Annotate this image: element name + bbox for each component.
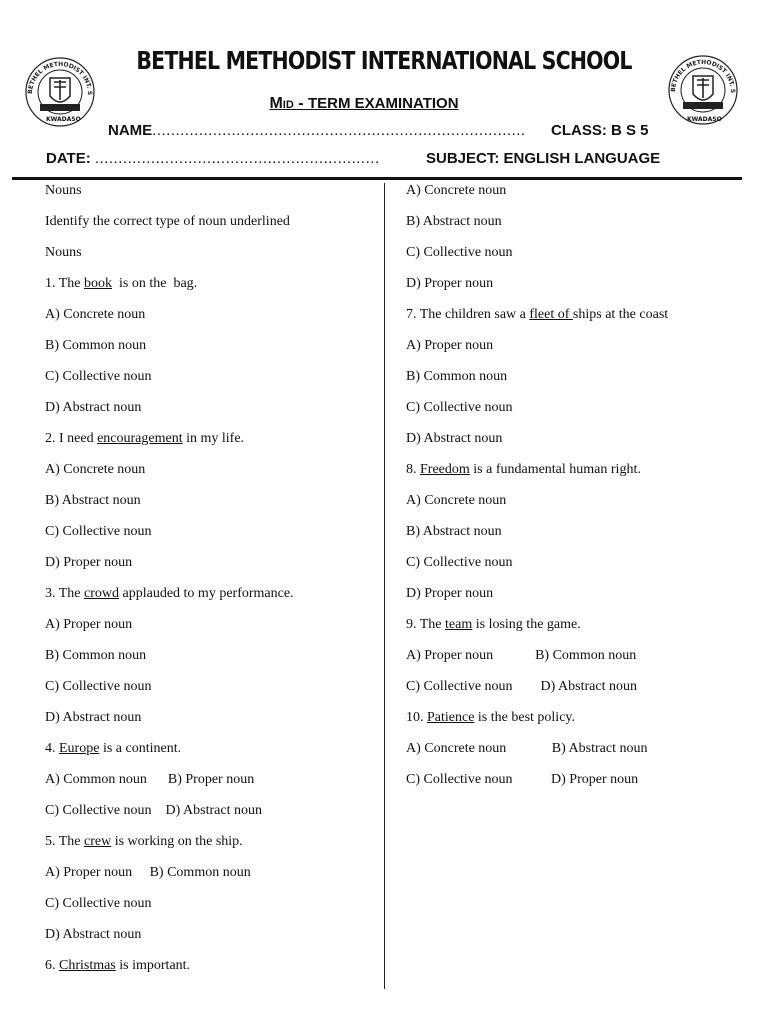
- question-text: 4.: [45, 741, 59, 756]
- exam-title: [0, 95, 728, 113]
- question-text: is the best policy.: [474, 710, 575, 725]
- school-name: BETHEL METHODIST INTERNATIONAL SCHOOL: [136, 46, 632, 75]
- underlined-noun: book: [84, 276, 113, 291]
- question-line: [45, 956, 375, 987]
- answer-option: D) Abstract noun: [45, 400, 142, 415]
- answer-option: A) Concrete noun: [45, 462, 146, 477]
- logo-arc-text: BETHEL METHODIST INT. S: [26, 60, 94, 96]
- question-line: [406, 615, 746, 646]
- question-text: 7. The children saw a: [406, 307, 530, 322]
- answer-option: C) Collective noun: [45, 679, 152, 694]
- exam-prefix: Mid -: [269, 95, 308, 112]
- date-label: DATE:: [46, 150, 95, 167]
- answer-option: A) Common noun B) Proper noun: [45, 772, 255, 787]
- date-dots: .............................................................: [94, 150, 380, 167]
- answer-option: B) Common noun: [406, 369, 508, 384]
- question-text: is on the bag.: [112, 276, 198, 291]
- question-line: [45, 739, 375, 770]
- question-line: [406, 460, 746, 491]
- underlined-noun: crew: [84, 834, 112, 849]
- logo-caption-left: KWADASO: [46, 116, 81, 123]
- exam-header: [0, 0, 768, 185]
- answer-option: C) Collective noun: [45, 524, 152, 539]
- answer-option: D) Proper noun: [406, 586, 494, 601]
- answer-option: D) Abstract noun: [406, 431, 503, 446]
- answer-option: C) Collective noun D) Abstract noun: [45, 803, 262, 818]
- question-text: 8.: [406, 462, 420, 477]
- question-text: 6.: [45, 958, 59, 973]
- answer-option: B) Abstract noun: [45, 493, 141, 508]
- question-line: [45, 832, 375, 863]
- answer-option: A) Proper noun B) Common noun: [45, 865, 251, 880]
- exam-title-text: TERM EXAMINATION: [307, 95, 459, 112]
- question-text: is losing the game.: [472, 617, 581, 632]
- text-line: Nouns: [45, 183, 82, 198]
- question-text: 1. The: [45, 276, 85, 291]
- question-text: 2. I need: [45, 431, 98, 446]
- answer-option: A) Proper noun B) Common noun: [406, 648, 637, 663]
- question-text: is a continent.: [99, 741, 182, 756]
- answer-option: C) Collective noun: [406, 555, 513, 570]
- answer-option: D) Abstract noun: [45, 710, 142, 725]
- subject-label: SUBJECT: ENGLISH LANGUAGE: [426, 150, 661, 167]
- question-line: [406, 708, 746, 739]
- underlined-noun: fleet of: [529, 307, 573, 322]
- column-divider: [384, 183, 385, 989]
- answer-option: D) Proper noun: [406, 276, 494, 291]
- underlined-noun: Christmas: [59, 958, 116, 973]
- logo-arc-text: BETHEL METHODIST INT. S: [669, 58, 737, 94]
- answer-option: D) Proper noun: [45, 555, 133, 570]
- question-text: ships at the coast: [572, 307, 669, 322]
- underlined-noun: crowd: [84, 586, 120, 601]
- answer-option: A) Concrete noun: [406, 183, 507, 198]
- question-line: [45, 274, 375, 305]
- logo-caption-right: KWADASO: [687, 116, 722, 123]
- answer-option: A) Proper noun: [45, 617, 133, 632]
- question-text: 10.: [406, 710, 427, 725]
- answer-option: B) Common noun: [45, 648, 147, 663]
- question-text: is important.: [115, 958, 191, 973]
- underlined-noun: Europe: [59, 741, 100, 756]
- name-label: NAME: [108, 122, 153, 139]
- underlined-noun: Patience: [427, 710, 475, 725]
- answer-option: C) Collective noun: [45, 369, 152, 384]
- answer-option: C) Collective noun D) Proper noun: [406, 772, 639, 787]
- name-field: [108, 122, 526, 139]
- date-field: [46, 150, 380, 167]
- question-line: [45, 584, 375, 615]
- question-text: is a fundamental human right.: [469, 462, 641, 477]
- question-line: [406, 305, 746, 336]
- answer-option: B) Abstract noun: [406, 524, 502, 539]
- answer-option: A) Concrete noun: [406, 493, 507, 508]
- underlined-noun: Freedom: [420, 462, 470, 477]
- answer-option: B) Common noun: [45, 338, 147, 353]
- left-column: [45, 181, 375, 987]
- name-dots: ................................................................................: [152, 122, 526, 139]
- answer-option: A) Concrete noun: [45, 307, 146, 322]
- question-text: 3. The: [45, 586, 85, 601]
- answer-option: B) Abstract noun: [406, 214, 502, 229]
- answer-option: D) Abstract noun: [45, 927, 142, 942]
- answer-option: C) Collective noun: [45, 896, 152, 911]
- question-text: applauded to my performance.: [119, 586, 294, 601]
- question-text: 5. The: [45, 834, 85, 849]
- question-text: in my life.: [182, 431, 245, 446]
- underlined-noun: encouragement: [97, 431, 183, 446]
- question-line: [45, 429, 375, 460]
- answer-option: C) Collective noun: [406, 245, 513, 260]
- underlined-noun: team: [445, 617, 473, 632]
- text-line: Identify the correct type of noun underlined: [45, 214, 290, 229]
- answer-option: A) Proper noun: [406, 338, 494, 353]
- question-text: 9. The: [406, 617, 446, 632]
- header-rule: [12, 177, 742, 180]
- answer-option: C) Collective noun: [406, 400, 513, 415]
- text-line: Nouns: [45, 245, 82, 260]
- answer-option: C) Collective noun D) Abstract noun: [406, 679, 637, 694]
- class-label: CLASS: B S 5: [551, 122, 649, 139]
- answer-option: A) Concrete noun B) Abstract noun: [406, 741, 648, 756]
- question-text: is working on the ship.: [111, 834, 243, 849]
- right-column: [406, 181, 746, 801]
